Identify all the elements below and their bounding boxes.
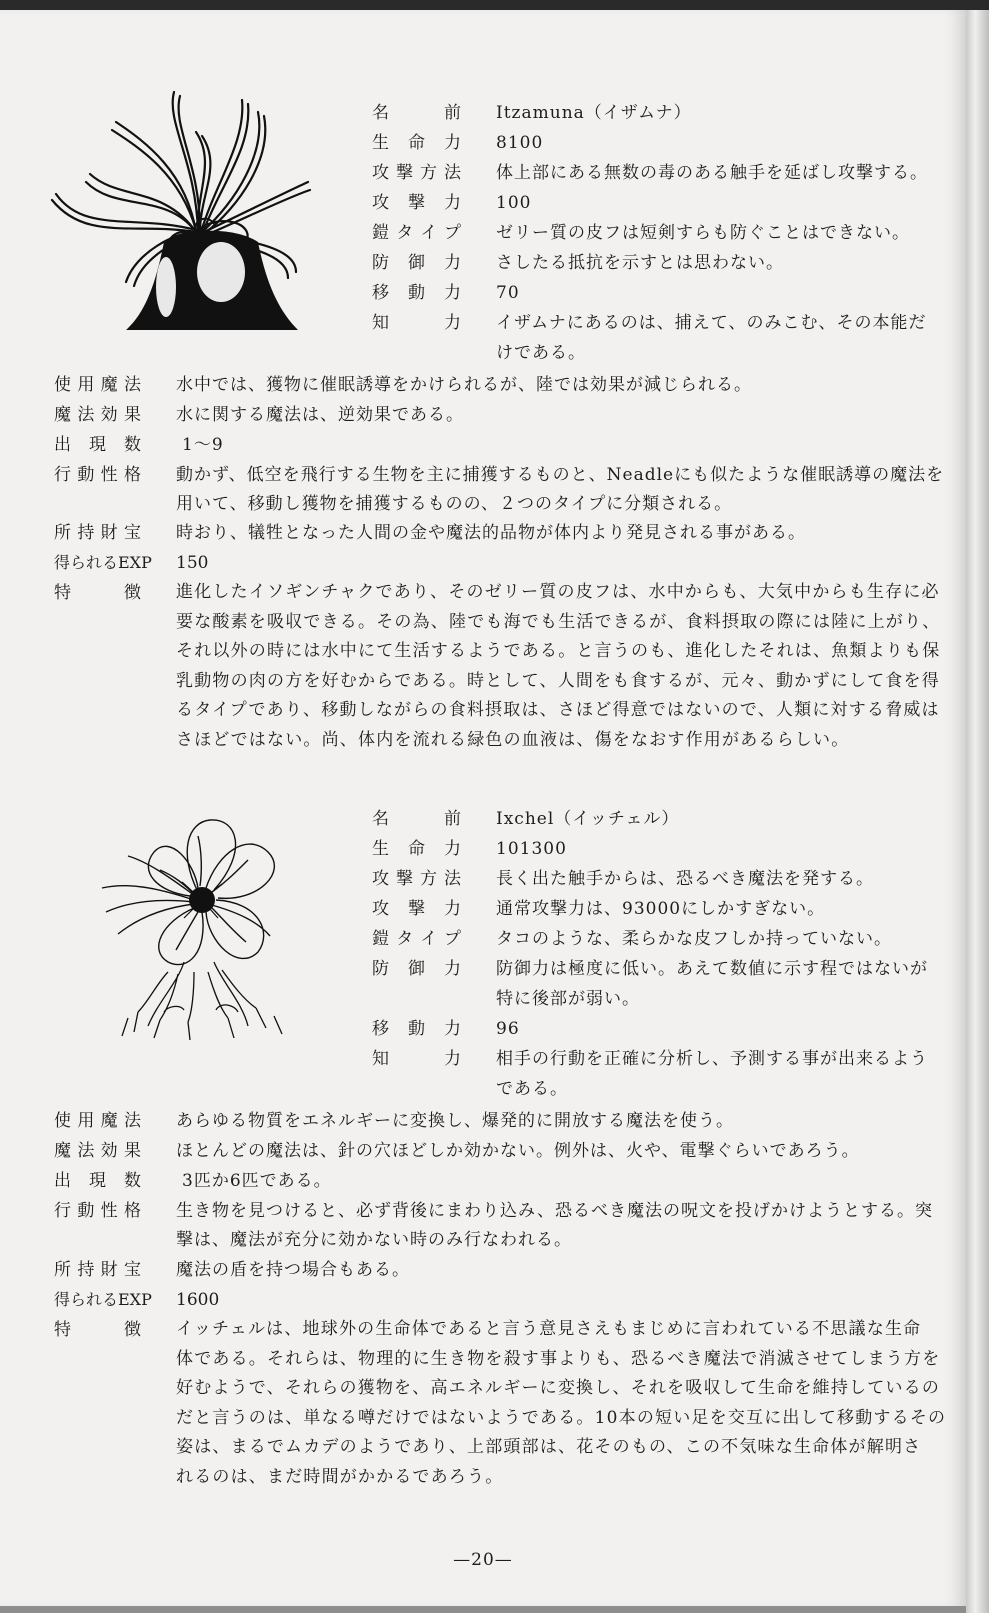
detail-label: 所持財宝 — [54, 1260, 142, 1280]
feature-line: 進化したイソギンチャクであり、そのゼリー質の皮フは、水中からも、大気中からも生存に必 — [176, 582, 940, 602]
detail-label: 魔法効果 — [54, 405, 142, 425]
stat-value: けである。 — [496, 343, 586, 363]
stat-label: 鎧タイプ — [372, 929, 462, 949]
detail-text: 1600 — [176, 1290, 220, 1310]
detail-text: 魔法の盾を持つ場合もある。 — [176, 1260, 410, 1280]
scan-top-border — [0, 0, 989, 10]
stat-label: 攻撃方法 — [372, 163, 462, 183]
stat-label: 知 力 — [372, 313, 462, 333]
stat-label: 防 御 力 — [372, 253, 462, 273]
page-number: —20— — [453, 1550, 513, 1570]
stat-value: 70 — [496, 283, 520, 303]
stat-value: さしたる抵抗を示すとは思わない。 — [496, 253, 784, 273]
stat-value: 相手の行動を正確に分析し、予測する事が出来るよう — [496, 1049, 928, 1069]
stat-label: 移 動 力 — [372, 1019, 462, 1039]
feature-line: 要な酸素を吸収できる。その為、陸でも海でも生活できるが、食料摂取の際には陸に上がり、 — [176, 611, 941, 632]
stat-label: 名 前 — [372, 103, 462, 123]
feature-line: それ以外の時には水中にて生活するようである。と言うのも、進化したそれは、魚類よりも保 — [176, 641, 941, 662]
stat-value: 96 — [496, 1019, 520, 1039]
detail-text: 水中では、獲物に催眠誘導をかけられるが、陸では効果が減じられる。 — [176, 375, 752, 395]
detail-label: 使用魔法 — [54, 375, 142, 395]
stat-value: 100 — [496, 193, 532, 213]
feature-paragraph — [176, 1315, 946, 1493]
feature-paragraph — [176, 578, 940, 756]
detail-label: 行動性格 — [54, 1201, 142, 1221]
feature-line: 好むようで、それらの獲物を、高エネルギーに変換し、それを吸収して生命を維持しているの — [176, 1378, 941, 1399]
detail-label: 得られるEXP — [54, 553, 152, 572]
detail-text: 撃は、魔法が充分に効かない時のみ行なわれる。 — [176, 1230, 572, 1250]
detail-label: 使用魔法 — [54, 1111, 142, 1131]
stat-value: ゼリー質の皮フは短剣すらも防ぐことはできない。 — [496, 223, 910, 243]
feature-line: だと言うのは、単なる噂だけではないようである。10本の短い足を交互に出して移動するその — [176, 1407, 947, 1428]
detail-text: 動かず、低空を飛行する生物を主に捕獲するものと、Neadleにも似たような催眠誘導の魔法を — [176, 465, 945, 485]
detail-text: 時おり、犠牲となった人間の金や魔法的品物が体内より発見される事がある。 — [176, 523, 806, 543]
stat-value: Itzamuna（イザムナ） — [496, 103, 692, 123]
stat-label: 名 前 — [372, 809, 462, 829]
detail-text: 用いて、移動し獲物を捕獲するものの、２つのタイプに分類される。 — [176, 494, 733, 514]
itzamuna-illustration — [46, 82, 318, 342]
detail-text: 生き物を見つけると、必ず背後にまわり込み、恐るべき魔法の呪文を投げかけようとする。突 — [176, 1201, 934, 1221]
detail-label: 出 現 数 — [54, 1171, 142, 1191]
feature-line: るタイプであり、移動しながらの食料摂取は、さほど得意ではないので、人類に対する脅威は — [176, 700, 940, 721]
detail-label: 特 徴 — [54, 583, 142, 603]
stat-label: 移 動 力 — [372, 283, 462, 303]
stat-label: 攻 撃 力 — [372, 193, 462, 213]
stat-value: 体上部にある無数の毒のある触手を延ばし攻撃する。 — [496, 163, 928, 183]
page-edge-shadow — [966, 10, 989, 1613]
stat-value: 防御力は極度に低い。あえて数値に示す程ではないが — [496, 959, 928, 979]
stat-value: 8100 — [496, 133, 544, 153]
stat-value: タコのような、柔らかな皮フしか持っていない。 — [496, 929, 892, 949]
stat-label: 攻撃方法 — [372, 869, 462, 889]
feature-line: さほどではない。尚、体内を流れる緑色の血液は、傷をなおす作用があるらしい。 — [176, 729, 850, 750]
detail-text: 3匹か6匹である。 — [182, 1171, 332, 1191]
book-page — [0, 10, 966, 1606]
detail-text: ほとんどの魔法は、針の穴ほどしか効かない。例外は、火や、電撃ぐらいであろう。 — [176, 1141, 860, 1161]
stat-value: 101300 — [496, 839, 567, 859]
stat-value: イザムナにあるのは、捕えて、のみこむ、その本能だ — [496, 313, 927, 333]
stat-value: 長く出た触手からは、恐るべき魔法を発する。 — [496, 869, 874, 889]
ixchel-illustration — [98, 812, 298, 1042]
stat-label: 知 力 — [372, 1049, 462, 1069]
stat-label: 生 命 力 — [372, 839, 462, 859]
stat-label: 生 命 力 — [372, 133, 462, 153]
detail-text: あらゆる物質をエネルギーに変換し、爆発的に開放する魔法を使う。 — [176, 1111, 734, 1131]
feature-line: イッチェルは、地球外の生命体であると言う意見さえもまじめに言われている不思議な生命 — [176, 1319, 922, 1339]
feature-line: れるのは、まだ時間がかかるであろう。 — [176, 1466, 504, 1487]
detail-label: 特 徴 — [54, 1320, 142, 1340]
detail-text: 1～9 — [182, 435, 224, 455]
stat-label: 攻 撃 力 — [372, 899, 462, 919]
detail-label: 所持財宝 — [54, 523, 142, 543]
detail-text: 水に関する魔法は、逆効果である。 — [176, 405, 464, 425]
detail-text: 150 — [176, 553, 209, 573]
stat-label: 鎧タイプ — [372, 223, 462, 243]
feature-line: 乳動物の肉の方を好むからである。時として、人間をも食するが、元々、動かずにして食を得 — [176, 670, 940, 691]
stat-value: である。 — [496, 1079, 568, 1099]
stat-value: 特に後部が弱い。 — [496, 989, 640, 1009]
feature-line: 姿は、まるでムカデのようであり、上部頭部は、花そのもの、この不気味な生命体が解明さ — [176, 1437, 922, 1458]
detail-label: 得られるEXP — [54, 1290, 152, 1309]
stat-value: 通常攻撃力は、93000にしかすぎない。 — [496, 899, 826, 919]
feature-line: 体である。それらは、物理的に生き物を殺す事よりも、恐るべき魔法で消滅させてしまう方を — [176, 1348, 941, 1369]
stat-value: Ixchel（イッチェル） — [496, 809, 680, 829]
detail-label: 出 現 数 — [54, 435, 142, 455]
stat-label: 防 御 力 — [372, 959, 462, 979]
detail-label: 行動性格 — [54, 465, 142, 485]
detail-label: 魔法効果 — [54, 1141, 142, 1161]
